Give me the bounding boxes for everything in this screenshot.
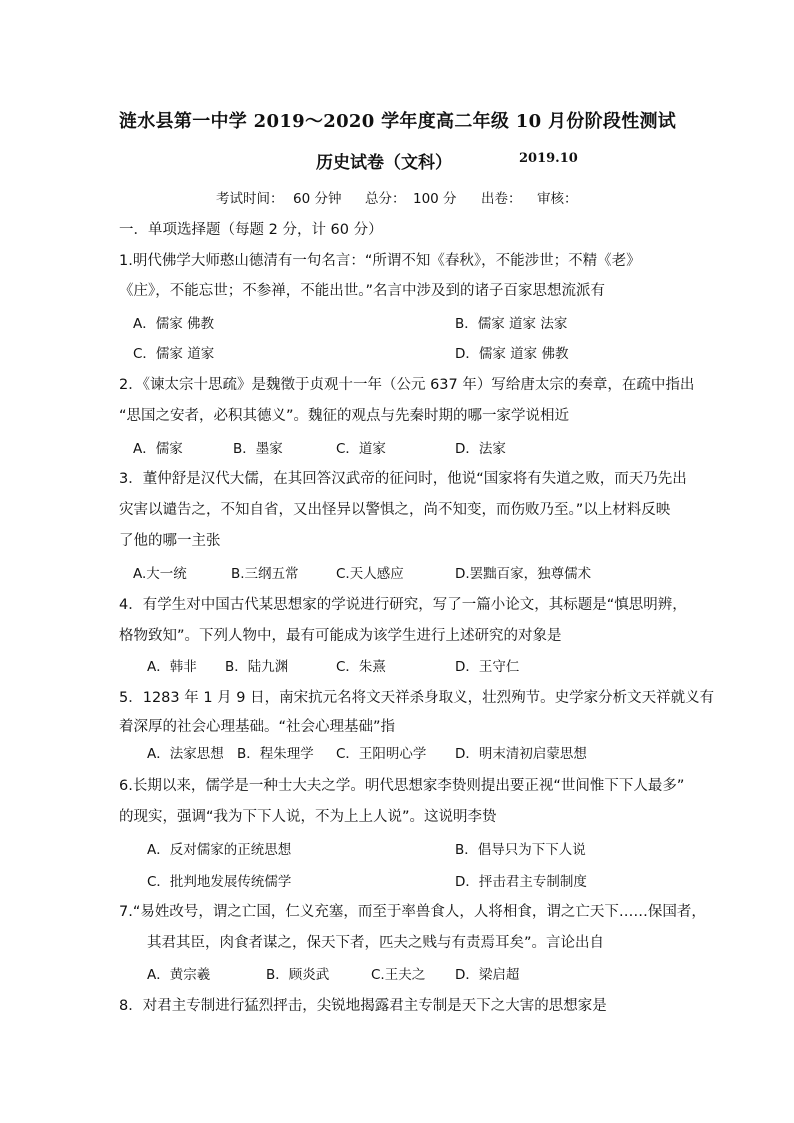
time-label: 考试时间： <box>216 191 284 207</box>
question-1-option-c: C．儒家 道家 <box>133 346 215 362</box>
question-2-line-1: 2．《谏太宗十思疏》是魏徵于贞观十一年（公元 637 年）写给唐太宗的奏章，在疏中指出 <box>119 377 695 393</box>
question-4-option-b: B．陆九渊 <box>225 659 289 675</box>
time-value: 60 分钟 <box>293 191 342 207</box>
question-3-option-a: A.大一统 <box>133 566 187 582</box>
question-7-line-2: 其君其臣，肉食者谋之，保天下者，匹夫之贱与有责焉耳矣”。言论出自 <box>147 935 605 951</box>
question-3-line-2: 灾害以谴告之，不知自省，又出怪异以警惧之，尚不知变，而伤败乃至。”以上材料反映 <box>119 502 671 518</box>
question-3-line-1: 3．董仲舒是汉代大儒，在其回答汉武帝的征问时，他说“国家将有失道之败，而天乃先出 <box>119 471 687 487</box>
question-2-option-a: A．儒家 <box>133 441 183 457</box>
question-1-option-d: D．儒家 道家 佛教 <box>455 346 569 362</box>
question-7-option-a: A．黄宗羲 <box>147 967 211 983</box>
question-1-option-a: A．儒家 佛教 <box>133 316 215 332</box>
question-7-option-b: B．顾炎武 <box>266 967 330 983</box>
question-6-line-1: 6.长期以来，儒学是一种士大夫之学。明代思想家李贽则提出要正视“世间惟下下人最多” <box>119 778 685 794</box>
question-1-line-1: 1.明代佛学大师憨山德清有一句名言：“所谓不知《春秋》，不能涉世；不精《老》 <box>119 253 641 269</box>
question-7-line-1: 7.“易姓改号，谓之亡国，仁义充塞，而至于率兽食人，人将相食，谓之亡天下……保国者， <box>119 904 706 920</box>
question-8-line-1: 8．对君主专制进行猛烈抨击，尖锐地揭露君主专制是天下之大害的思想家是 <box>119 998 607 1014</box>
author-label: 出卷： <box>481 191 522 207</box>
score-value: 100 分 <box>413 191 457 207</box>
question-6-option-c: C．批判地发展传统儒学 <box>147 874 292 890</box>
question-2-option-c: C．道家 <box>336 441 386 457</box>
question-7-option-d: D．梁启超 <box>455 967 520 983</box>
reviewer-label: 审核： <box>537 191 578 207</box>
question-6-option-a: A．反对儒家的正统思想 <box>147 842 292 858</box>
question-4-option-c: C．朱熹 <box>336 659 386 675</box>
question-2-line-2: “思国之安者，必积其德义”。魏征的观点与先秦时期的哪一家学说相近 <box>119 408 570 424</box>
question-3-option-d: D.罢黜百家，独尊儒术 <box>455 566 592 582</box>
exam-date: 2019.10 <box>519 151 578 166</box>
question-4-line-2: 格物致知”。下列人物中，最有可能成为该学生进行上述研究的对象是 <box>119 628 562 644</box>
question-4-option-a: A．韩非 <box>147 659 197 675</box>
question-2-option-b: B．墨家 <box>233 441 283 457</box>
question-5-option-b: B．程朱理学 <box>237 746 314 762</box>
score-label: 总分： <box>365 191 406 207</box>
question-5-option-a: A．法家思想 <box>147 746 224 762</box>
question-6-line-2: 的现实，强调“我为下下人说，不为上上人说”。这说明李贽 <box>119 809 497 825</box>
question-5-option-d: D．明末清初启蒙思想 <box>455 746 587 762</box>
question-6-option-b: B．倡导只为下下人说 <box>455 842 586 858</box>
question-2-option-d: D．法家 <box>455 441 506 457</box>
question-1-line-2: 《庄》，不能忘世；不参禅，不能出世。”名言中涉及到的诸子百家思想流派有 <box>119 283 606 299</box>
question-5-option-c: C．王阳明心学 <box>336 746 427 762</box>
exam-title: 涟水县第一中学 2019～2020 学年度高二年级 10 月份阶段性测试 <box>119 111 677 132</box>
section-heading: 一．单项选择题（每题 2 分，计 60 分） <box>119 222 383 238</box>
question-5-line-2: 着深厚的社会心理基础。“社会心理基础”指 <box>119 719 396 735</box>
question-3-line-3: 了他的哪一主张 <box>119 533 221 549</box>
question-6-option-d: D．抨击君主专制制度 <box>455 874 587 890</box>
question-4-line-1: 4．有学生对中国古代某思想家的学说进行研究，写了一篇小论文，其标题是“慎思明辨， <box>119 597 687 613</box>
question-3-option-b: B.三纲五常 <box>231 566 299 582</box>
question-5-line-1: 5．1283 年 1 月 9 日，南宋抗元名将文天祥杀身取义，壮烈殉节。史学家分析文天祥就义有 <box>119 690 715 706</box>
question-1-option-b: B．儒家 道家 法家 <box>455 316 568 332</box>
exam-subtitle: 历史试卷（文科） <box>316 153 452 173</box>
question-4-option-d: D．王守仁 <box>455 659 520 675</box>
question-3-option-c: C.天人感应 <box>336 566 404 582</box>
question-7-option-c: C.王夫之 <box>371 967 426 983</box>
